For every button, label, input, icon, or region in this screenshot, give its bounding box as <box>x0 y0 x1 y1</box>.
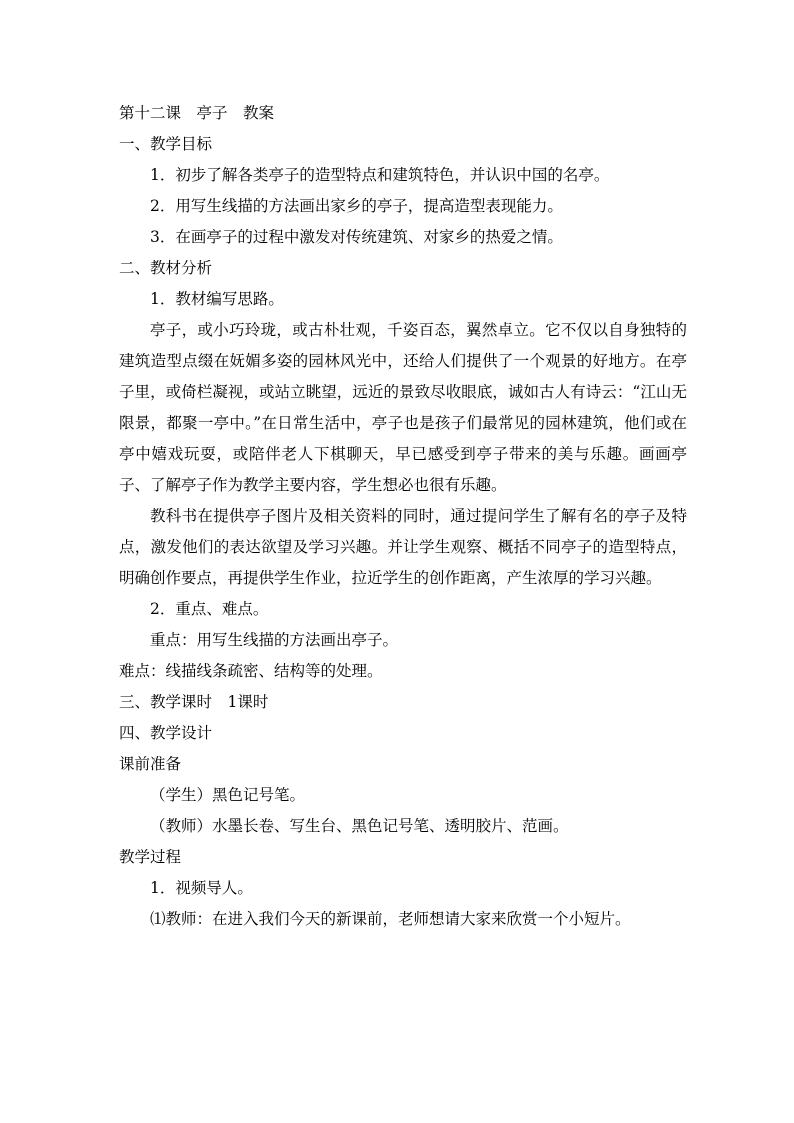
goal-item: 1．初步了解各类亭子的造型特点和建筑特色，并认识中国的名亭。 <box>150 166 610 184</box>
section-heading-hours: 三、教学课时 1课时 <box>119 693 269 711</box>
paragraph-textbook: 教科书在提供亭子图片及相关资料的同时，通过提问学生了解有名的亭子及特点，激发他们的表达欲望及学习兴趣。并让学生观察、概括不同亭子的造型特点，明确创作要点，再提供学生作业，拉近学生的创作距离，产生浓厚的学习兴趣。 <box>119 507 687 587</box>
subheading-writing-approach: 1．教材编写思路。 <box>150 290 284 308</box>
section-heading-design: 四、教学设计 <box>119 724 213 742</box>
lesson-plan-body <box>119 98 687 935</box>
difficult-point: 难点：线描线条疏密、结构等的处理。 <box>119 662 383 680</box>
preparation-student: （学生）黑色记号笔。 <box>150 786 306 804</box>
process-heading: 教学过程 <box>119 848 182 866</box>
paragraph-pavilion-intro: 亭子，或小巧玲珑，或古朴壮观，千姿百态，翼然卓立。它不仅以自身独特的建筑造型点缀在妩媚多姿的园林风光中，还给人们提供了一个观景的好地方。在亭子里，或倚栏凝视，或站立眺望，远近的景致尽收眼底，诚如古人有诗云：“江山无限景，都聚一亭中。”在日常生活中，亭子也是孩子们最常见的园林建筑，他们或在亭中嬉戏玩耍，或陪伴老人下棋聊天，早已感受到亭子带来的美与乐趣。画画亭子、了解亭子作为教学主要内容，学生想必也很有乐趣。 <box>119 321 687 494</box>
process-substep: ⑴教师：在进入我们今天的新课前，老师想请大家来欣赏一个小短片。 <box>150 910 631 928</box>
goal-item: 3．在画亭子的过程中激发对传统建筑、对家乡的热爱之情。 <box>150 228 563 246</box>
key-point: 重点：用写生线描的方法画出亭子。 <box>150 631 399 649</box>
lesson-title: 第十二课 亭子 教案 <box>119 104 275 122</box>
goal-item: 2．用写生线描的方法画出家乡的亭子，提高造型表现能力。 <box>150 197 563 215</box>
process-step: 1．视频导人。 <box>150 879 253 897</box>
preparation-heading: 课前准备 <box>119 755 182 773</box>
preparation-teacher: （教师）水墨长卷、写生台、黑色记号笔、透明胶片、范画。 <box>150 817 569 835</box>
section-heading-analysis: 二、教材分析 <box>119 259 213 277</box>
section-heading-goals: 一、教学目标 <box>119 135 213 153</box>
subheading-key-points: 2．重点、难点。 <box>150 600 269 618</box>
